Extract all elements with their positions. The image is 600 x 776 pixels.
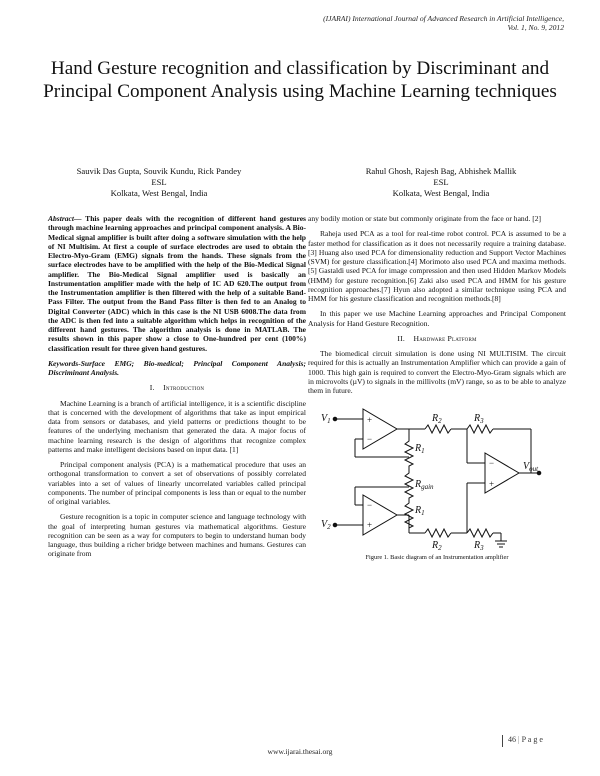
label-vout: $V_{out}$ xyxy=(523,461,539,474)
svg-text:−: − xyxy=(367,500,373,511)
label-r1-top: $R_1$ xyxy=(415,443,425,456)
svg-text:−: − xyxy=(367,434,373,445)
label-rgain: $R_{gain}$ xyxy=(415,479,434,492)
journal-volume: Vol. 1, No. 9, 2012 xyxy=(507,23,564,33)
resistor-r2-bottom xyxy=(425,529,451,537)
footer-url: www.ijarai.thesai.org xyxy=(267,747,333,756)
author-location: Kolkata, West Bengal, India xyxy=(110,188,208,198)
body-paragraph-approach: In this paper we use Machine Learning approaches and Principal Component Analysis for Hand Gesture Recognition. xyxy=(308,309,566,328)
svg-text:−: − xyxy=(489,458,495,469)
intro-paragraph-3: Gesture recognition is a topic in computer science and language technology with the goal of interpreting human gestures via mathematical algorithms. Gesture recognition can be seen as a way for computers to begin to understand human body language, thus building a richer bridge between machines and humans. Gestures can originate from xyxy=(48,512,306,559)
page-number xyxy=(508,735,543,744)
label-r2-bottom: $R_2$ xyxy=(432,540,442,552)
intro-paragraph-2: Principal component analysis (PCA) is a mathematical procedure that uses an orthogonal transformation to convert a set of observations of possibly correlated variables into a set of values of linearly uncorrelated variables called principal components. The number of principal components is less than or equal to the number of original variables. xyxy=(48,460,306,506)
section-number: II. xyxy=(397,333,405,343)
body-paragraph-related-work: Raheja used PCA as a tool for real-time robot control. PCA is assumed to be a faster method for classification as it does not necessarily require a training database.[3] Huang also used PCA for dimensionality reduction and Support Vector Machines (SVM) for gesture classification.[4] Morimoto also used PCA and maxima methods.[5] Gastaldi used PCA for image compression and then used Hidden Markov Models (HMM) for gesture recognition.[6] Zaki also used PCA and HMM for his gesture recognition approaches.[7] Hyun also adopted a similar technique using PCA and HMM for his gesture classification and recognition methods.[8] xyxy=(308,229,566,303)
author-names: Sauvik Das Gupta, Souvik Kundu, Rick Pandey xyxy=(76,166,242,176)
author-org: ESL xyxy=(433,177,449,187)
svg-text:+: + xyxy=(367,520,373,531)
resistor-r1-top xyxy=(405,439,413,471)
svg-text:+: + xyxy=(489,479,495,490)
ground-icon xyxy=(495,541,507,547)
abstract-text: This paper deals with the recognition of different hand gestures through machine learning approaches and principal component analysis. A Bio-Medical signal amplifier is built after doing a software simulation with the help of NI Multisim. At first a couple of surface electrodes are used to obtain the Electro-Myo-Gram (EMG) signals from the hands. These signals from the surface electrodes have to be amplified with the help of the Bio-Medical Signal amplifier. The Bio-Medical Signal amplifier used is basically an Instrumentation amplifier made with the help of IC AD 620.The output from the Instrumentation amplifier is then filtered with the help of a suitable Band-Pass Filter. The output from the Band Pass filter is then fed to an Analog to Digital Converter (ADC) which in this case is the NI USB 6008.The data from the ADC is then fed into a suitable algorithm which helps in recognition of the different hand gestures. The algorithm analysis is done in MATLAB. The results shown in this paper show a close to One-hundred per cent (100%) classification result for three given hand gestures. xyxy=(48,214,306,353)
author-location: Kolkata, West Bengal, India xyxy=(392,188,490,198)
label-r3-top: $R_3$ xyxy=(474,413,484,426)
resistor-r3-bottom xyxy=(467,529,493,537)
footer-divider xyxy=(502,735,503,747)
intro-paragraph-1: Machine Learning is a branch of artificial intelligence, it is a scientific discipline that is concerned with the development of algorithms that take as input empirical data from sensors or databases, and yield patterns or predictions thought to be features of the underlying mechanism that generated the data. A major focus of machine learning research is the design of algorithms that recognize complex patterns and make intelligent decisions based on input data. [1] xyxy=(48,398,306,454)
figure-caption: Figure 1. Basic diagram of an Instrumentation amplifier xyxy=(365,554,509,562)
label-r2-top: $R_2$ xyxy=(432,413,442,426)
page-separator: | xyxy=(516,735,522,744)
label-r3-bottom: $R_3$ xyxy=(474,540,484,552)
paper-title: Hand Gesture recognition and classification by Discriminant and Principal Component Analysis using Machine Learning techniques xyxy=(43,58,557,102)
author-org: ESL xyxy=(151,177,167,187)
keywords: Keywords-Surface EMG; Bio-medical; Principal Component Analysis; Discriminant Analysis. xyxy=(48,358,306,377)
body-paragraph-continued: any bodily motion or state but commonly originate from the face or hand. [2] xyxy=(308,214,542,223)
section-heading-hardware xyxy=(308,334,566,343)
section-heading-introduction xyxy=(48,383,306,392)
section-title: Hardware Platform xyxy=(413,333,477,343)
label-r1-bottom: $R_1$ xyxy=(415,505,425,518)
resistor-rgain xyxy=(405,471,413,501)
resistor-r2-top xyxy=(425,425,451,433)
journal-name: (IJARAI) International Journal of Advanced Research in Artificial Intelligence, xyxy=(323,14,564,23)
author-block-2 xyxy=(306,166,576,199)
abstract xyxy=(48,214,306,353)
journal-header xyxy=(323,14,564,33)
author-block-1 xyxy=(24,166,294,199)
label-v2: $V_2$ xyxy=(321,519,331,532)
resistor-r3-top xyxy=(467,425,493,433)
hardware-paragraph: The biomedical circuit simulation is done using NI MULTISIM. The circuit required for this is actually an Instrumentation Amplifier which can provide a gain of 1000. This high gain is required to convert the Electro-Myo-Gram signals which are in microvolts (µV) to signals in the millivolts (mV) range, so as to be able to analyze them in future. xyxy=(308,349,566,395)
svg-text:+: + xyxy=(367,415,373,426)
label-v1: $V_1$ xyxy=(321,413,331,426)
left-column xyxy=(48,214,306,565)
section-number: I. xyxy=(149,383,155,393)
abstract-lead: Abstract— xyxy=(48,214,82,223)
author-names: Rahul Ghosh, Rajesh Bag, Abhishek Mallik xyxy=(365,166,517,176)
page-number-value: 46 xyxy=(508,735,516,744)
section-title: Introduction xyxy=(163,383,205,393)
right-column xyxy=(308,214,566,563)
page-word: P a g e xyxy=(521,735,543,744)
instrumentation-amplifier-diagram xyxy=(317,401,557,551)
